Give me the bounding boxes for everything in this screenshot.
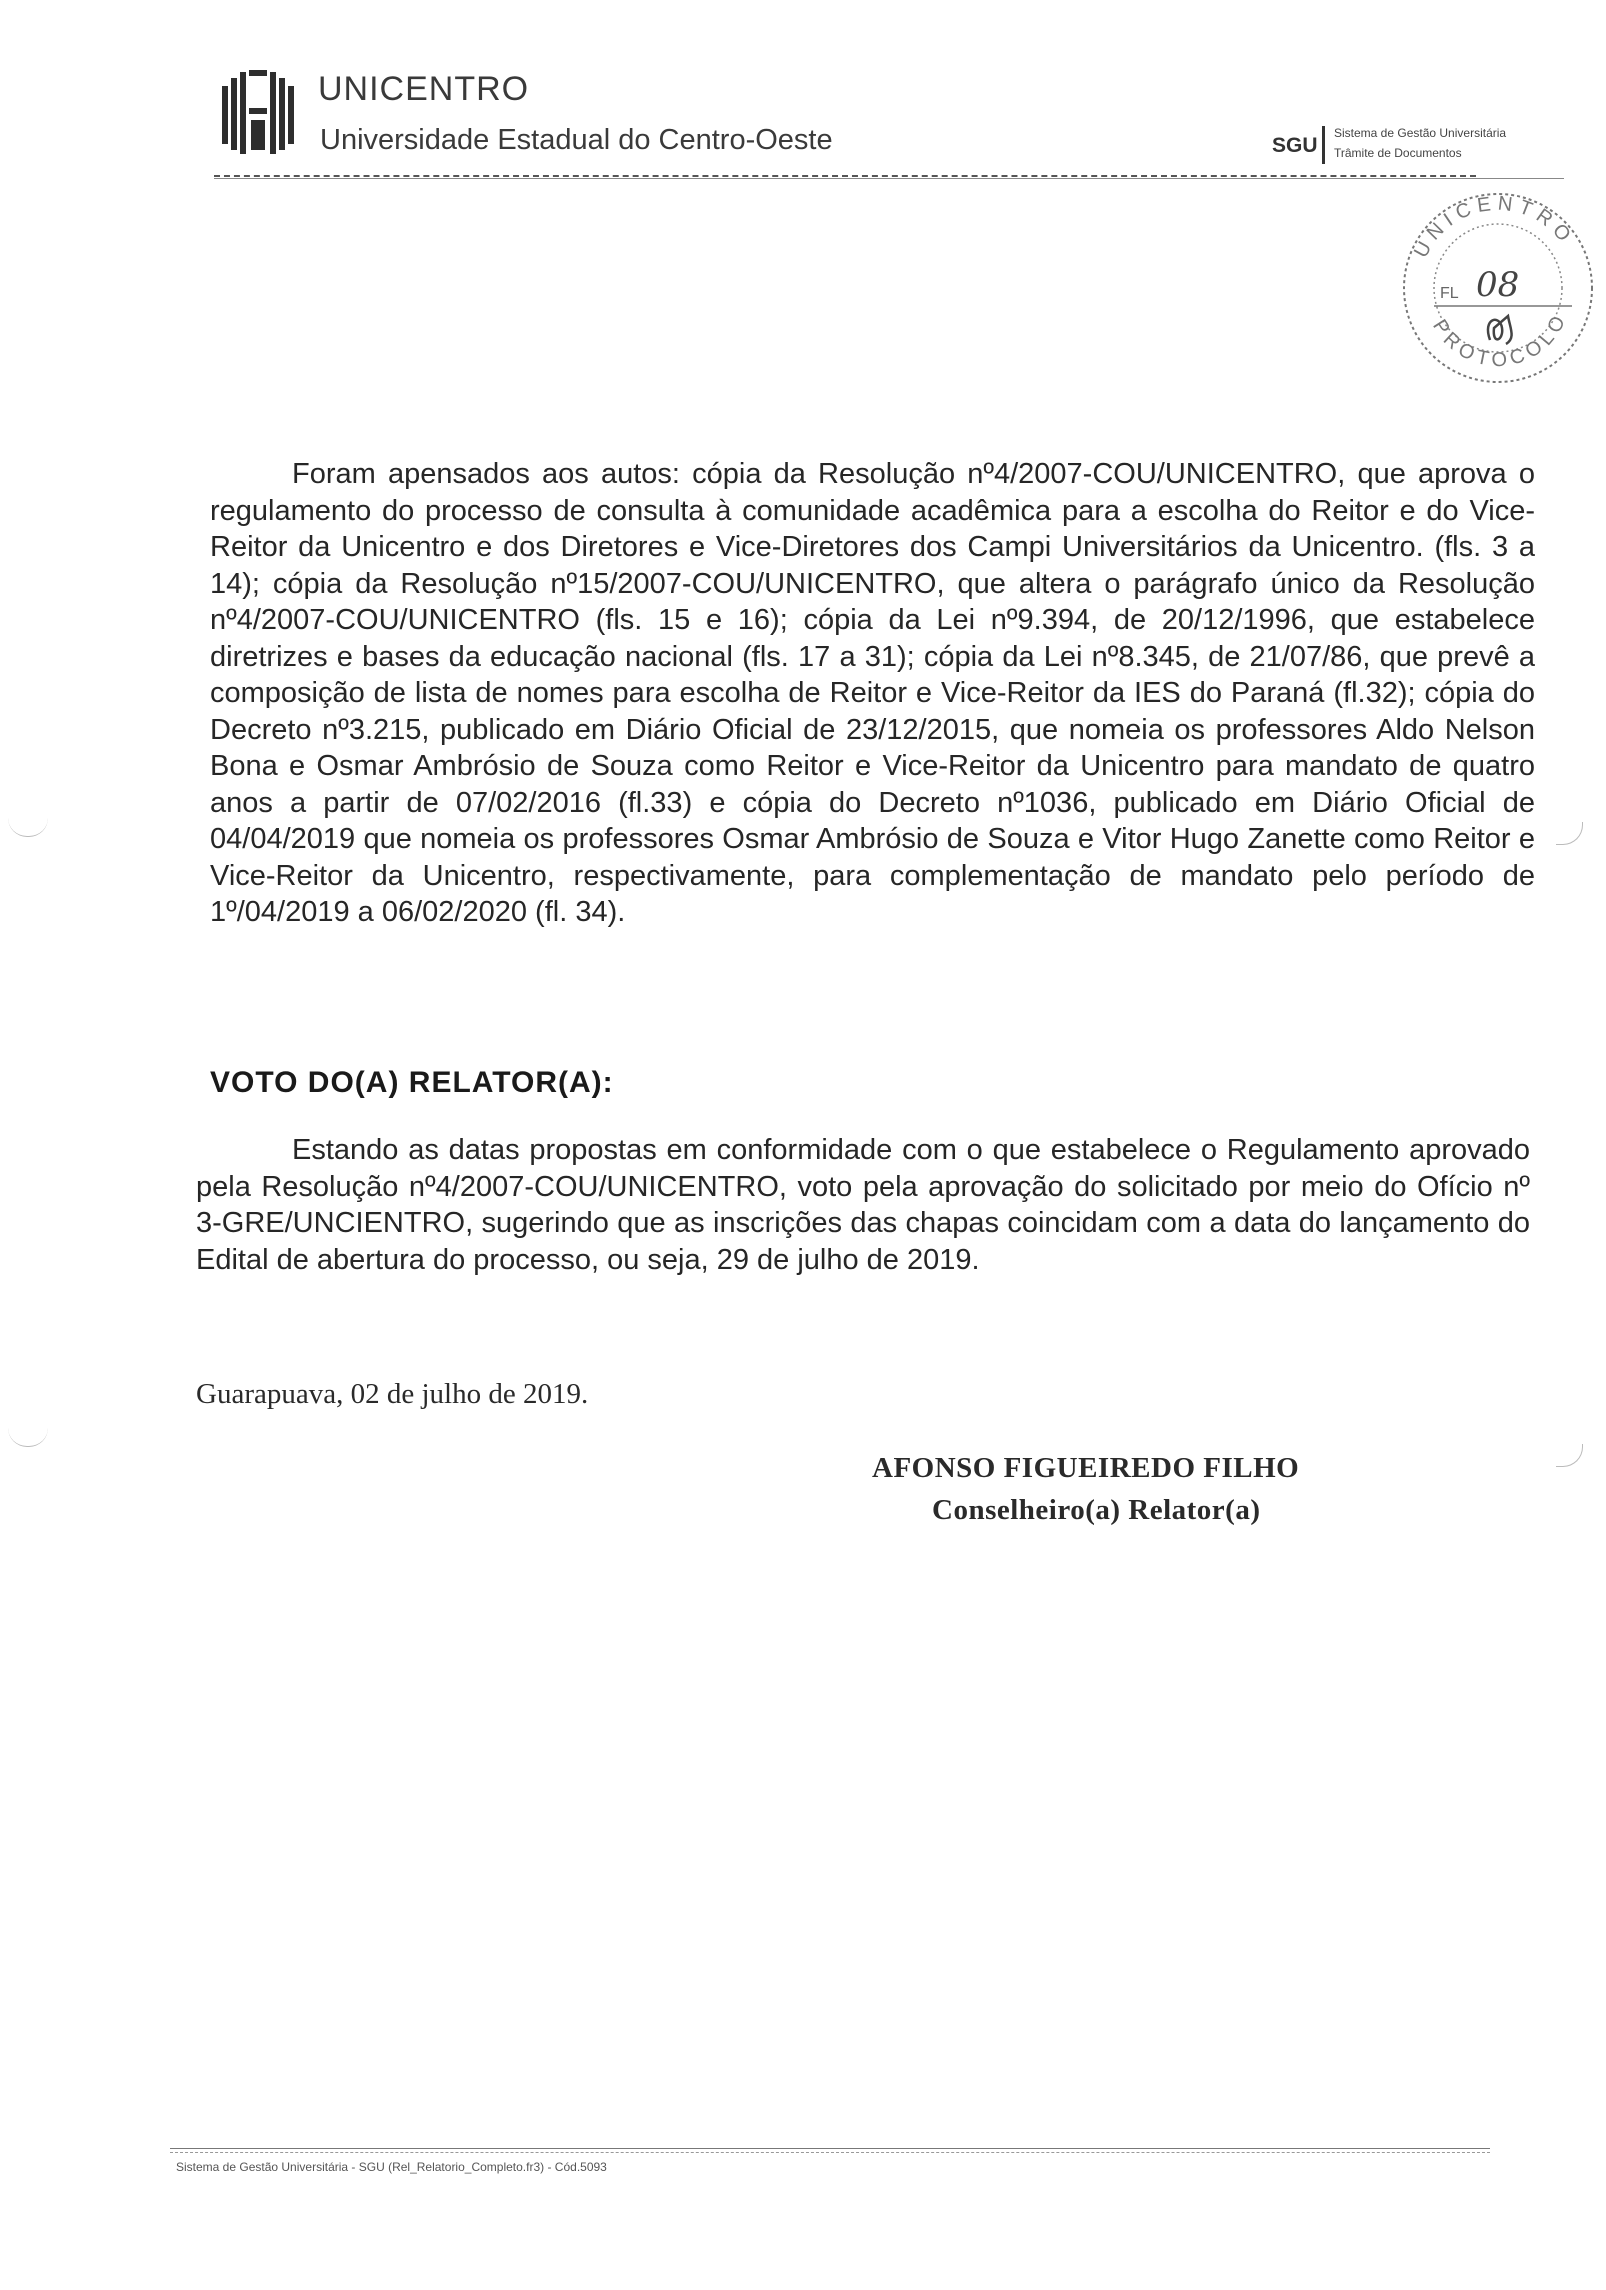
scan-mark-left-bottom — [8, 1428, 48, 1447]
system-subtitle: Trâmite de Documentos — [1334, 146, 1462, 160]
scan-mark-right-top — [1556, 822, 1583, 845]
signer-name: AFONSO FIGUEIREDO FILHO — [872, 1452, 1300, 1484]
footer-system-text: Sistema de Gestão Universitária - SGU (Rel_Relatorio_Completo.fr3) - Cód.5093 — [176, 2160, 607, 2174]
attachments-paragraph: Foram apensados aos autos: cópia da Resolução nº4/2007-COU/UNICENTRO, que aprova o regulamento do processo de consulta à comunidade acadêmica para a escolha do Reitor e do Vice-Reitor da Unicentro e dos Diretores e Vice-Diretores dos Campi Universitários da Unicentro. (fls. 3 a 14); cópia da Resolução nº15/2007-COU/UNICENTRO, que altera o parágrafo único da Resolução nº4/2007-COU/UNICENTRO (fls. 15 e 16); cópia da Lei nº9.394, de 20/12/1996, que estabelece diretrizes e bases da educação nacional (fls. 17 a 31); cópia da Lei nº8.345, de 21/07/86, que prevê a composição de lista de nomes para escolha de Reitor e Vice-Reitor da IES do Paraná (fl.32); cópia do Decreto nº3.215, publicado em Diário Oficial de 23/12/2015, que nomeia os professores Aldo Nelson Bona e Osmar Ambrósio de Souza como Reitor e Vice-Reitor da Unicentro para mandato de quatro anos a partir de 07/02/2016 (fl.33) e cópia do Decreto nº1036, publicado em Diário Oficial de 04/04/2019 que nomeia os professores Osmar Ambrósio de Souza e Vitor Hugo Zanette como Reitor e Vice-Reitor da Unicentro, respectivamente, para complementação de mandato pelo período de 1º/04/2019 a 06/02/2020 (fl. 34). — [210, 458, 1535, 928]
vote-paragraph: Estando as datas propostas em conformidade com o que estabelece o Regulamento aprovado pela Resolução nº4/2007-COU/UNICENTRO, voto pela aprovação do solicitado por meio do Ofício nº 3-GRE/UNCIENTRO, sugerindo que as inscrições das chapas coincidam com a data do lançamento do Edital de abertura do processo, ou seja, 29 de julho de 2019. — [196, 1134, 1530, 1276]
stamp-fl-label: FL — [1440, 285, 1459, 302]
header-divider-underline — [214, 178, 1564, 179]
footer-divider-dashed — [170, 2152, 1490, 2153]
system-divider — [1322, 126, 1325, 164]
stamp-ring-bottom: PROTOCOLO — [1428, 308, 1572, 372]
stamp-page-number: 08 — [1476, 265, 1520, 305]
signer-role: Conselheiro(a) Relator(a) — [932, 1494, 1261, 1526]
protocol-stamp — [1390, 178, 1605, 393]
scan-mark-right-bottom — [1556, 1444, 1583, 1467]
header-divider — [214, 175, 1476, 177]
org-short-name: UNICENTRO — [318, 70, 530, 108]
org-full-name: Universidade Estadual do Centro-Oeste — [320, 124, 833, 156]
system-name: Sistema de Gestão Universitária — [1334, 126, 1507, 140]
scan-mark-left-top — [8, 818, 48, 837]
unicentro-logo-icon — [218, 68, 298, 158]
stamp-initials-mark — [1488, 316, 1512, 344]
stamp-ring-top: UNICENTRO — [1410, 192, 1579, 262]
place-date: Guarapuava, 02 de julho de 2019. — [196, 1378, 589, 1410]
system-abbr: SGU — [1272, 134, 1318, 157]
vote-heading: VOTO DO(A) RELATOR(A): — [210, 1066, 614, 1099]
footer-divider — [170, 2148, 1490, 2149]
